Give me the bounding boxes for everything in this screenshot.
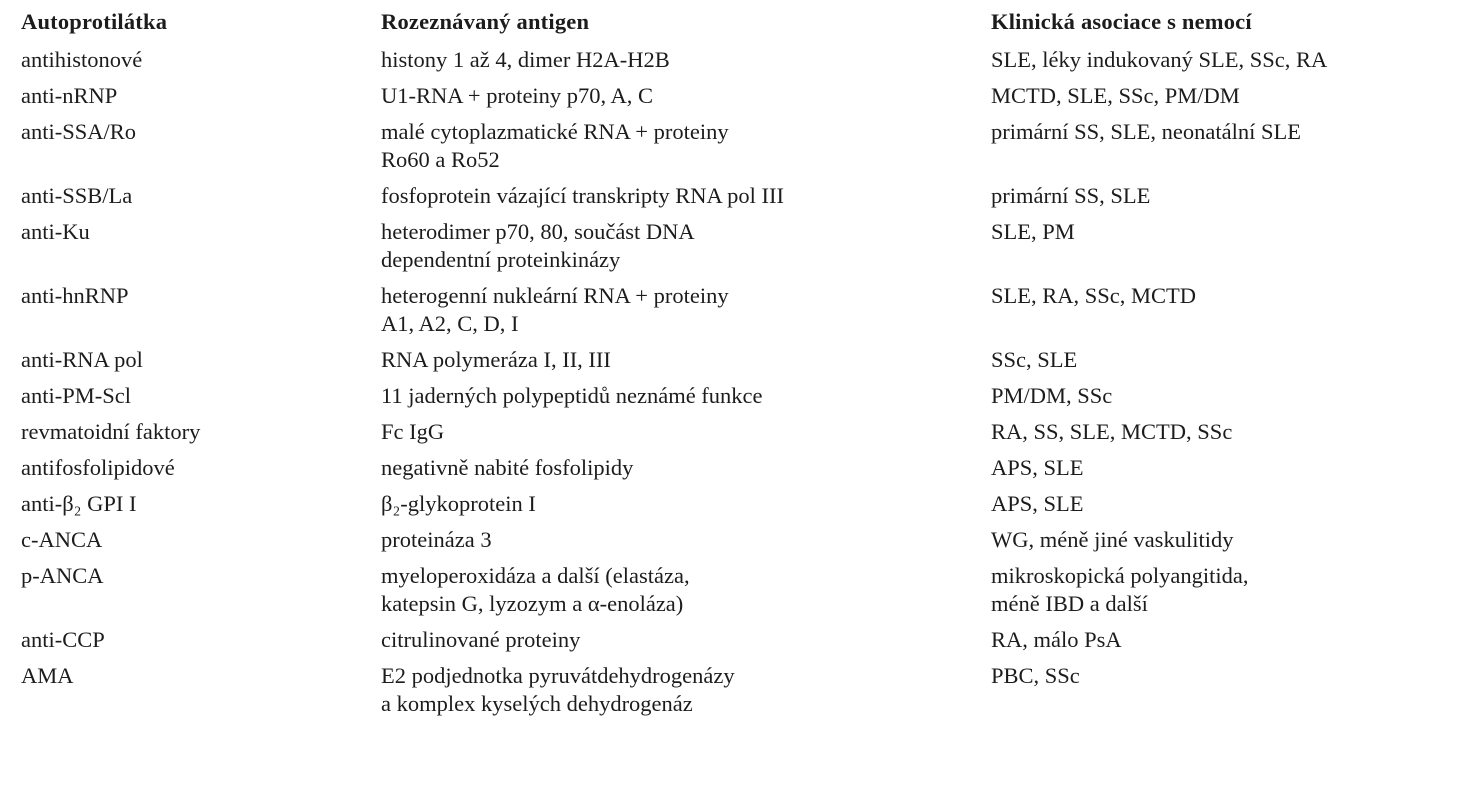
cell-autoantibody bbox=[21, 626, 381, 662]
cell-clinical-association bbox=[991, 218, 1461, 282]
cell-text-line: SLE, léky indukovaný SLE, SSc, RA bbox=[991, 47, 1328, 72]
cell-text-line: malé cytoplazmatické RNA + proteiny bbox=[381, 119, 729, 144]
cell-clinical-association bbox=[991, 82, 1461, 118]
cell-text-line: β₂-glykoprotein I bbox=[381, 491, 536, 516]
cell-text-line: 11 jaderných polypeptidů neznámé funkce bbox=[381, 383, 763, 408]
cell-text-line: proteináza 3 bbox=[381, 527, 492, 552]
cell-text-line: APS, SLE bbox=[991, 455, 1084, 480]
table-row bbox=[21, 526, 1461, 562]
cell-text-line: myeloperoxidáza a další (elastáza, bbox=[381, 563, 690, 588]
cell-text-line: U1-RNA + proteiny p70, A, C bbox=[381, 83, 654, 108]
cell-autoantibody bbox=[21, 218, 381, 282]
table-row bbox=[21, 562, 1461, 626]
header-autoantibody: Autoprotilátka bbox=[21, 9, 168, 34]
table-row bbox=[21, 490, 1461, 526]
cell-autoantibody bbox=[21, 454, 381, 490]
cell-clinical-association bbox=[991, 562, 1461, 626]
cell-text-line: histony 1 až 4, dimer H2A-H2B bbox=[381, 47, 670, 72]
cell-text-line: AMA bbox=[21, 663, 74, 688]
cell-text-line: anti-CCP bbox=[21, 627, 105, 652]
cell-autoantibody bbox=[21, 346, 381, 382]
cell-text-line: anti-SSA/Ro bbox=[21, 119, 137, 144]
cell-text-line: katepsin G, lyzozym a α-enoláza) bbox=[381, 591, 684, 616]
cell-clinical-association bbox=[991, 182, 1461, 218]
cell-text-line: E2 podjednotka pyruvátdehydrogenázy bbox=[381, 663, 735, 688]
table-row bbox=[21, 454, 1461, 490]
cell-text-line: fosfoprotein vázající transkripty RNA pol III bbox=[381, 183, 785, 208]
cell-autoantibody bbox=[21, 526, 381, 562]
cell-text-line: anti-PM-Scl bbox=[21, 383, 131, 408]
cell-antigen bbox=[381, 46, 991, 82]
cell-text-line: negativně nabité fosfolipidy bbox=[381, 455, 634, 480]
cell-text-line: SLE, PM bbox=[991, 219, 1075, 244]
cell-text-line: Fc IgG bbox=[381, 419, 445, 444]
cell-text-line: primární SS, SLE, neonatální SLE bbox=[991, 119, 1301, 144]
cell-text-line: anti-RNA pol bbox=[21, 347, 143, 372]
cell-text-line: RA, SS, SLE, MCTD, SSc bbox=[991, 419, 1233, 444]
header-clinical-association: Klinická asociace s nemocí bbox=[991, 9, 1252, 34]
cell-antigen bbox=[381, 82, 991, 118]
cell-text-line: heterodimer p70, 80, součást DNA bbox=[381, 219, 695, 244]
table-row bbox=[21, 282, 1461, 346]
cell-text-line: A1, A2, C, D, I bbox=[381, 311, 519, 336]
cell-clinical-association bbox=[991, 282, 1461, 346]
cell-text-line: anti-β₂ GPI I bbox=[21, 491, 137, 516]
cell-clinical-association bbox=[991, 382, 1461, 418]
table-row bbox=[21, 662, 1461, 726]
header-row bbox=[21, 0, 1461, 46]
cell-clinical-association bbox=[991, 662, 1461, 726]
cell-antigen bbox=[381, 218, 991, 282]
cell-autoantibody bbox=[21, 662, 381, 726]
cell-antigen bbox=[381, 282, 991, 346]
cell-text-line: Ro60 a Ro52 bbox=[381, 147, 500, 172]
table-row bbox=[21, 382, 1461, 418]
cell-antigen bbox=[381, 662, 991, 726]
table-row bbox=[21, 182, 1461, 218]
cell-antigen bbox=[381, 454, 991, 490]
cell-text-line: mikroskopická polyangitida, bbox=[991, 563, 1249, 588]
cell-text-line: PM/DM, SSc bbox=[991, 383, 1113, 408]
cell-text-line: citrulinované proteiny bbox=[381, 627, 581, 652]
cell-autoantibody bbox=[21, 490, 381, 526]
cell-antigen bbox=[381, 418, 991, 454]
cell-text-line: c-ANCA bbox=[21, 527, 103, 552]
cell-antigen bbox=[381, 346, 991, 382]
cell-text-line: primární SS, SLE bbox=[991, 183, 1151, 208]
cell-autoantibody bbox=[21, 562, 381, 626]
cell-autoantibody bbox=[21, 182, 381, 218]
cell-autoantibody bbox=[21, 418, 381, 454]
cell-text-line: méně IBD a další bbox=[991, 591, 1148, 616]
cell-autoantibody bbox=[21, 82, 381, 118]
table-row bbox=[21, 218, 1461, 282]
table-row bbox=[21, 82, 1461, 118]
cell-text-line: dependentní proteinkinázy bbox=[381, 247, 621, 272]
table-row bbox=[21, 626, 1461, 662]
cell-clinical-association bbox=[991, 526, 1461, 562]
cell-text-line: RA, málo PsA bbox=[991, 627, 1122, 652]
cell-text-line: anti-SSB/La bbox=[21, 183, 133, 208]
cell-clinical-association bbox=[991, 46, 1461, 82]
cell-text-line: antihistonové bbox=[21, 47, 143, 72]
cell-text-line: RNA polymeráza I, II, III bbox=[381, 347, 611, 372]
table-row bbox=[21, 418, 1461, 454]
cell-autoantibody bbox=[21, 382, 381, 418]
cell-autoantibody bbox=[21, 46, 381, 82]
table-row bbox=[21, 346, 1461, 382]
cell-text-line: anti-nRNP bbox=[21, 83, 118, 108]
cell-autoantibody bbox=[21, 282, 381, 346]
cell-text-line: MCTD, SLE, SSc, PM/DM bbox=[991, 83, 1240, 108]
cell-text-line: APS, SLE bbox=[991, 491, 1084, 516]
cell-text-line: PBC, SSc bbox=[991, 663, 1080, 688]
table-body bbox=[21, 46, 1461, 726]
cell-clinical-association bbox=[991, 454, 1461, 490]
cell-clinical-association bbox=[991, 418, 1461, 454]
cell-text-line: antifosfolipidové bbox=[21, 455, 175, 480]
cell-antigen bbox=[381, 118, 991, 182]
cell-text-line: a komplex kyselých dehydrogenáz bbox=[381, 691, 693, 716]
cell-autoantibody bbox=[21, 118, 381, 182]
cell-text-line: SLE, RA, SSc, MCTD bbox=[991, 283, 1197, 308]
cell-clinical-association bbox=[991, 626, 1461, 662]
cell-antigen bbox=[381, 626, 991, 662]
cell-antigen bbox=[381, 526, 991, 562]
cell-text-line: p-ANCA bbox=[21, 563, 104, 588]
cell-text-line: revmatoidní faktory bbox=[21, 419, 201, 444]
cell-text-line: anti-Ku bbox=[21, 219, 90, 244]
cell-clinical-association bbox=[991, 490, 1461, 526]
header-antigen: Rozeznávaný antigen bbox=[381, 9, 590, 34]
cell-antigen bbox=[381, 562, 991, 626]
cell-antigen bbox=[381, 182, 991, 218]
cell-text-line: SSc, SLE bbox=[991, 347, 1078, 372]
table-row bbox=[21, 46, 1461, 82]
cell-text-line: WG, méně jiné vaskulitidy bbox=[991, 527, 1234, 552]
cell-antigen bbox=[381, 382, 991, 418]
cell-text-line: anti-hnRNP bbox=[21, 283, 129, 308]
autoantibody-table bbox=[21, 0, 1461, 726]
table-row bbox=[21, 118, 1461, 182]
cell-clinical-association bbox=[991, 346, 1461, 382]
cell-text-line: heterogenní nukleární RNA + proteiny bbox=[381, 283, 729, 308]
cell-clinical-association bbox=[991, 118, 1461, 182]
cell-antigen bbox=[381, 490, 991, 526]
